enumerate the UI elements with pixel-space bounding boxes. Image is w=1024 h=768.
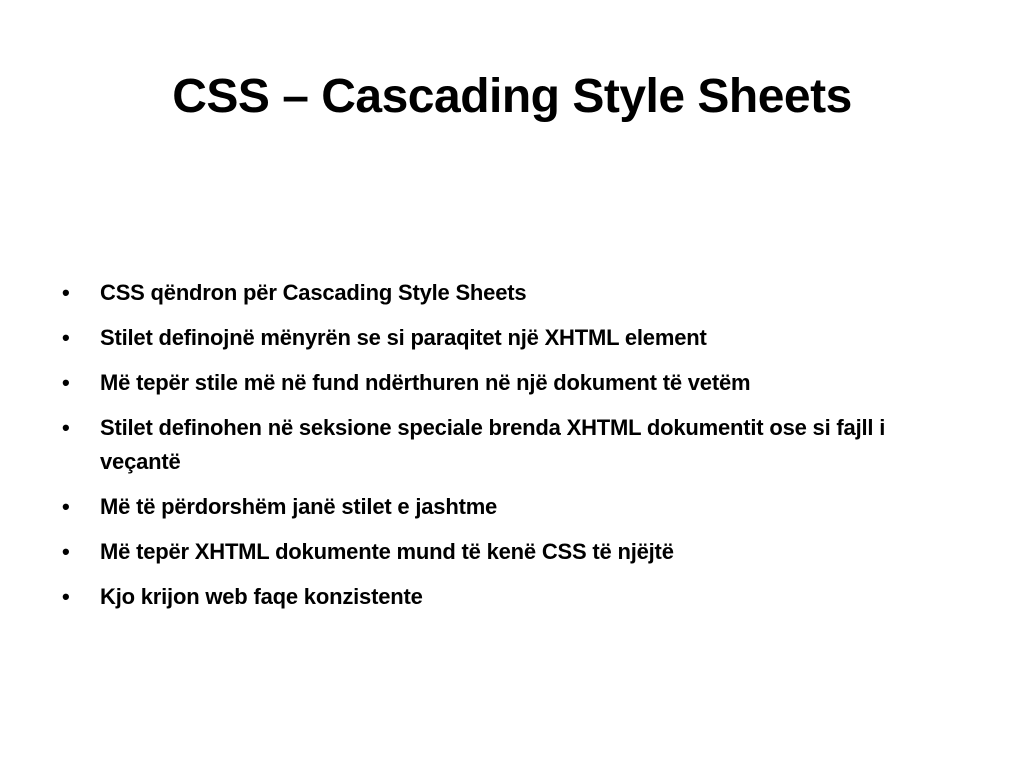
bullet-dot: • [62,539,70,564]
bullet-dot: • [62,325,70,350]
bullet-dot: • [62,494,70,519]
bullet-dot: • [62,370,70,395]
bullet-item [56,321,956,355]
bullet-item [56,490,956,524]
bullet-text: Më tepër stile më në fund ndërthuren në një dokument të vetëm [100,370,751,395]
bullet-item [56,366,956,400]
bullet-text: Më të përdorshëm janë stilet e jashtme [100,494,498,519]
bullet-text: Stilet definohen në seksione speciale brenda XHTML dokumentit ose si fajll i veçantë [100,415,886,474]
bullet-list [56,276,956,625]
bullet-dot: • [62,415,70,440]
bullet-text: Stilet definojnë mënyrën se si paraqitet një XHTML element [100,325,707,350]
bullet-text: Kjo krijon web faqe konzistente [100,584,423,609]
bullet-dot: • [62,584,70,609]
bullet-text: Më tepër XHTML dokumente mund të kenë CSS të njëjtë [100,539,674,564]
bullet-text: CSS qëndron për Cascading Style Sheets [100,280,527,305]
bullet-dot: • [62,280,70,305]
bullet-item [56,276,956,310]
bullet-item [56,535,956,569]
slide-title: CSS – Cascading Style Sheets [172,70,852,123]
bullet-item [56,580,956,614]
bullet-item [56,411,956,479]
